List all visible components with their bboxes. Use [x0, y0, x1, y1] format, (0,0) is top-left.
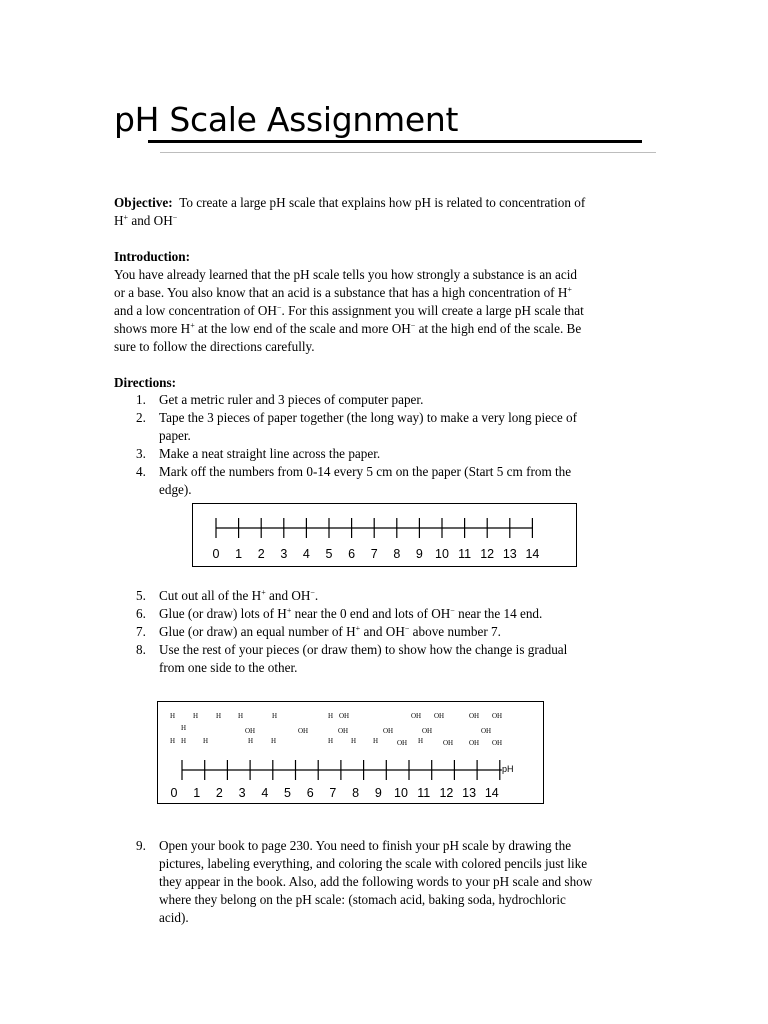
oh-ion-marker: OH	[245, 727, 256, 735]
scale-1-tick-label: 2	[257, 547, 265, 561]
oh-text: and OH	[131, 213, 173, 228]
scale-1-tick-label: 9	[415, 547, 423, 561]
plus-sup: +	[261, 588, 266, 597]
scale-1-tick-label: 5	[325, 547, 333, 561]
scale-2-tick-label: 11	[417, 786, 431, 800]
plus-sup: +	[190, 321, 195, 330]
oh-ion-marker: OH	[338, 727, 349, 735]
list-item	[114, 463, 577, 499]
list-item	[114, 641, 567, 677]
list-item	[114, 587, 567, 605]
item-number: 6.	[136, 606, 146, 621]
h-ion-marker: H	[373, 737, 379, 745]
intro-line-4-text-c: at the high end of the scale. Be	[415, 321, 582, 336]
objective-text: To create a large pH scale that explains how pH is related to concentration of	[179, 195, 586, 210]
intro-line-2-text: or a base. You also know that an acid is a substance that has a high concentration of H	[114, 285, 568, 300]
item-number: 1.	[136, 392, 146, 407]
objective-line-1	[114, 194, 585, 212]
item-text: Glue (or draw) lots of H	[159, 606, 287, 621]
ph-scale-figure-1	[192, 503, 577, 567]
h-ion-marker: H	[272, 712, 278, 720]
plus-sup: +	[286, 606, 292, 615]
list-item	[114, 605, 567, 623]
scale-2-tick-label: 10	[394, 786, 408, 800]
h-ion-marker: H	[170, 712, 176, 720]
item-text: from one side to the other.	[159, 660, 298, 675]
scale-1-tick-label: 12	[480, 547, 495, 561]
scale-2-tick-label: 2	[215, 786, 223, 800]
item-text: and OH	[360, 624, 405, 639]
oh-ion-marker: OH	[298, 727, 309, 735]
oh-ion-marker: OH	[422, 727, 433, 735]
intro-line-3	[114, 302, 584, 320]
h-ion-marker: H	[418, 737, 424, 745]
oh-ion-marker: OH	[383, 727, 394, 735]
h-ion-marker: H	[193, 712, 199, 720]
item-text: near the 14 end.	[454, 606, 543, 621]
minus-sup: −	[276, 303, 282, 312]
objective-label: Objective:	[114, 195, 173, 210]
directions-list-1	[114, 391, 577, 499]
item-text: near the 0 end and lots of OH	[291, 606, 451, 621]
scale-2-tick-label: 4	[261, 786, 269, 800]
scale-1-tick-label: 1	[235, 547, 243, 561]
item-text: above number 7.	[409, 624, 501, 639]
item-text: pictures, labeling everything, and coloring the scale with colored pencils just like	[159, 856, 588, 871]
introduction-heading: Introduction:	[114, 249, 190, 264]
oh-ion-marker: OH	[469, 739, 480, 747]
h-ion-marker: H	[351, 737, 357, 745]
item-number: 4.	[136, 464, 146, 479]
minus-sup: −	[310, 588, 315, 597]
item-text: Open your book to page 230. You need to finish your pH scale by drawing the	[159, 838, 572, 853]
scale-1-tick-label: 10	[435, 547, 449, 561]
intro-line-4-text-a: shows more H	[114, 321, 191, 336]
scale-1-tick-label: 0	[212, 547, 220, 561]
h-ion-text: H	[114, 213, 124, 228]
item-text: Tape the 3 pieces of paper together (the long way) to make a very long piece of	[159, 410, 577, 425]
h-ion-marker: H	[203, 737, 209, 745]
item-text: Use the rest of your pieces (or draw them) to show how the change is gradual	[159, 642, 568, 657]
intro-line-5: sure to follow the directions carefully.	[114, 339, 315, 354]
intro-line-4-text-b: at the low end of the scale and more OH	[194, 321, 411, 336]
oh-ion-marker: OH	[481, 727, 492, 735]
item-text: edge).	[159, 482, 192, 497]
minus-sup: −	[450, 606, 455, 615]
directions-list-2	[114, 587, 567, 677]
list-item	[114, 445, 577, 463]
scale-1-tick-label: 11	[458, 547, 472, 561]
scale-2-tick-label: 5	[284, 786, 291, 800]
item-text: paper.	[159, 428, 191, 443]
directions-list-3	[114, 837, 592, 927]
item-text: .	[314, 588, 319, 603]
list-item	[114, 623, 567, 641]
scale-2-tick-label: 8	[352, 786, 360, 800]
item-number: 7.	[136, 624, 146, 639]
item-text: Cut out all of the H	[159, 588, 262, 603]
scale-1-tick-label: 8	[393, 547, 401, 561]
oh-ion-marker: OH	[434, 712, 445, 720]
h-ion-marker: H	[328, 712, 334, 720]
plus-sup: +	[567, 285, 572, 294]
item-text: Get a metric ruler and 3 pieces of computer paper.	[159, 392, 424, 407]
oh-ion-marker: OH	[469, 712, 480, 720]
scale-2-tick-label: 14	[484, 786, 499, 800]
h-ion-marker: H	[328, 737, 334, 745]
intro-line-3-text-a: and a low concentration of OH	[114, 303, 277, 318]
scale-2-tick-label: 9	[374, 786, 382, 800]
item-text: they appear in the book. Also, add the following words to your pH scale and show	[159, 874, 593, 889]
item-number: 5.	[136, 588, 146, 603]
h-ion-marker: H	[181, 724, 187, 732]
scale-1-tick-label: 13	[502, 547, 517, 561]
intro-line-4	[114, 320, 581, 338]
scale-2-tick-label: 12	[439, 786, 454, 800]
ph-scale-2-svg	[158, 702, 543, 803]
list-item	[114, 837, 592, 927]
minus-sup: −	[172, 213, 178, 222]
item-text: and OH	[265, 588, 311, 603]
item-number: 8.	[136, 642, 146, 657]
item-text: Glue (or draw) an equal number of H	[159, 624, 356, 639]
scale-2-tick-label: 13	[462, 786, 477, 800]
oh-ion-marker: OH	[443, 739, 454, 747]
h-ion-marker: H	[216, 712, 222, 720]
title-rule	[160, 152, 656, 153]
item-text: Make a neat straight line across the paper.	[159, 446, 381, 461]
h-ion-marker: H	[271, 737, 277, 745]
item-text: acid).	[159, 910, 189, 925]
item-number: 2.	[136, 410, 146, 425]
scale-1-tick-label: 6	[348, 547, 356, 561]
item-text: Mark off the numbers from 0-14 every 5 cm on the paper (Start 5 cm from the	[159, 464, 572, 479]
scale-2-tick-label: 7	[329, 786, 337, 800]
scale-1-tick-label: 4	[302, 547, 310, 561]
scale-2-tick-label: 6	[306, 786, 314, 800]
oh-ion-marker: OH	[492, 712, 503, 720]
item-number: 3.	[136, 446, 146, 461]
h-ion-marker: H	[181, 737, 187, 745]
title-underline	[148, 140, 642, 143]
scale-2-tick-label: 1	[193, 786, 201, 800]
list-item	[114, 391, 577, 409]
item-text: where they belong on the pH scale: (stomach acid, baking soda, hydrochloric	[159, 892, 566, 907]
intro-line-1: You have already learned that the pH scale tells you how strongly a substance is an acid	[114, 267, 578, 282]
minus-sup: −	[404, 624, 410, 633]
h-ion-marker: H	[238, 712, 244, 720]
oh-ion-marker: OH	[492, 739, 503, 747]
h-ion-marker: H	[170, 737, 176, 745]
oh-ion-marker: OH	[397, 739, 408, 747]
scale-2-tick-label: 3	[238, 786, 246, 800]
scale-1-tick-label: 7	[370, 547, 378, 561]
ph-scale-figure-2	[157, 701, 544, 804]
scale-1-tick-label: 14	[525, 547, 540, 561]
scale-2-axis-label: pH	[502, 764, 514, 774]
plus-sup: +	[355, 624, 361, 633]
list-item	[114, 409, 577, 445]
intro-line-3-text-b: . For this assignment you will create a large pH scale that	[281, 303, 584, 318]
minus-sup: −	[410, 321, 416, 330]
objective-line-2	[114, 212, 177, 230]
page-title: pH Scale Assignment	[114, 100, 459, 139]
h-ion-marker: H	[248, 737, 254, 745]
directions-heading: Directions:	[114, 375, 177, 390]
item-number: 9.	[136, 838, 146, 853]
oh-ion-marker: OH	[411, 712, 422, 720]
ph-scale-1-svg	[193, 504, 576, 566]
plus-sup: +	[123, 213, 129, 222]
intro-line-2	[114, 284, 572, 302]
scale-1-tick-label: 3	[280, 547, 288, 561]
oh-ion-marker: OH	[339, 712, 350, 720]
scale-2-tick-label: 0	[170, 786, 178, 800]
